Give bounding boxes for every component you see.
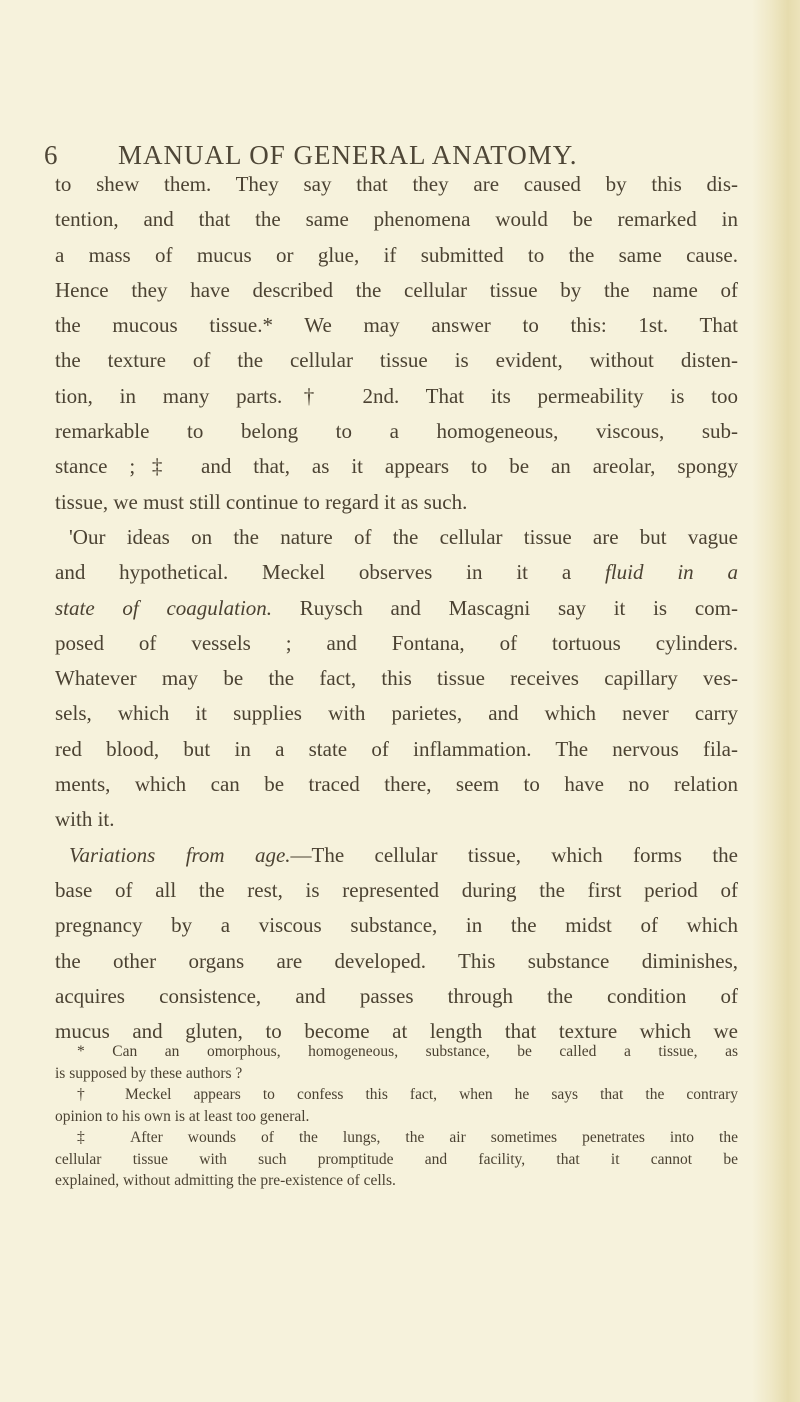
text-segment: the other organs are developed. This substance diminishes, bbox=[55, 948, 738, 973]
text-segment: sels, which it supplies with parietes, and which never carry bbox=[55, 701, 738, 726]
text-segment: a mass of mucus or glue, if submitted to the same cause. bbox=[55, 242, 738, 267]
text-line bbox=[55, 873, 738, 908]
text-line bbox=[55, 238, 738, 273]
text-segment: remarkable to belong to a homogeneous, viscous, sub- bbox=[55, 419, 738, 444]
text-line bbox=[55, 908, 738, 943]
text-line bbox=[55, 732, 738, 767]
text-line bbox=[55, 202, 738, 237]
footnotes bbox=[55, 1041, 738, 1192]
text-line bbox=[55, 308, 738, 343]
footnote-line: * Can an omorphous, homogeneous, substance, be called a tissue, as bbox=[77, 1043, 738, 1060]
footnote-line: † Meckel appears to confess this fact, when he says that the contrary bbox=[77, 1086, 738, 1103]
text-segment: the texture of the cellular tissue is evident, without disten- bbox=[55, 348, 738, 373]
text-line bbox=[55, 767, 738, 802]
text-line bbox=[55, 273, 738, 308]
text-segment: Whatever may be the fact, this tissue receives capillary ves- bbox=[55, 666, 738, 691]
text-segment: acquires consistence, and passes through the condition of bbox=[55, 983, 738, 1008]
text-segment: tention, and that the same phenomena would be remarked in bbox=[55, 207, 738, 232]
text-segment: with it. bbox=[55, 807, 115, 832]
text-segment: Ruysch and Mascagni say it is com- bbox=[272, 595, 738, 620]
text-line bbox=[55, 343, 738, 378]
footnote-line: cellular tissue with such promptitude and facility, that it cannot be bbox=[55, 1150, 738, 1168]
page-edge-shadow bbox=[752, 0, 800, 1402]
text-line bbox=[55, 167, 738, 202]
text-line bbox=[55, 661, 738, 696]
text-segment: posed of vessels ; and Fontana, of tortuous cylinders. bbox=[55, 630, 738, 655]
text-segment: pregnancy by a viscous substance, in the midst of which bbox=[55, 913, 738, 938]
text-segment: ments, which can be traced there, seem to have no relation bbox=[55, 772, 738, 797]
text-segment: red blood, but in a state of inflammation. The nervous fila- bbox=[55, 736, 738, 761]
text-segment: tissue, we must still continue to regard it as such. bbox=[55, 489, 468, 514]
text-line bbox=[55, 802, 738, 837]
italic-text: fluid in a bbox=[604, 560, 738, 585]
footnote-line: ‡ After wounds of the lungs, the air sometimes penetrates into the bbox=[77, 1129, 738, 1146]
text-line bbox=[55, 555, 738, 590]
text-line bbox=[55, 485, 738, 520]
text-segment: and hypothetical. Meckel observes in it a bbox=[55, 560, 605, 585]
text-segment: the mucous tissue.* We may answer to this: 1st. That bbox=[55, 313, 738, 338]
italic-text: state of coagulation. bbox=[55, 595, 273, 620]
text-segment: to shew them. They say that they are caused by this dis- bbox=[55, 172, 738, 196]
text-segment: tion, in many parts.† 2nd. That its permeability is too bbox=[55, 383, 738, 408]
text-line bbox=[55, 591, 738, 626]
text-line bbox=[55, 414, 738, 449]
text-segment: stance ;‡ and that, as it appears to be an areolar, spongy bbox=[55, 454, 738, 479]
text-line bbox=[55, 838, 738, 873]
text-line bbox=[55, 944, 738, 979]
text-line bbox=[55, 449, 738, 484]
footnote-line: is supposed by these authors ? bbox=[55, 1064, 243, 1082]
text-segment: 'Our ideas on the nature of the cellular tissue are but vague bbox=[69, 524, 738, 549]
body-text bbox=[55, 167, 738, 1049]
page-number: 6 bbox=[44, 140, 59, 170]
italic-text: Variations from age. bbox=[69, 842, 291, 867]
text-line bbox=[55, 379, 738, 414]
text-segment: mucus and gluten, to become at length that texture which we bbox=[55, 1019, 738, 1044]
text-segment: —The cellular tissue, which forms the bbox=[290, 842, 738, 867]
text-line bbox=[55, 696, 738, 731]
text-line bbox=[55, 626, 738, 661]
footnote-line: opinion to his own is at least too general. bbox=[55, 1107, 310, 1125]
text-line bbox=[55, 979, 738, 1014]
running-title: MANUAL OF GENERAL ANATOMY. bbox=[118, 140, 578, 170]
text-line bbox=[55, 520, 738, 555]
text-segment: Hence they have described the cellular tissue by the name of bbox=[55, 277, 738, 302]
footnote-line: explained, without admitting the pre-existence of cells. bbox=[55, 1172, 396, 1189]
text-segment: base of all the rest, is represented during the first period of bbox=[55, 877, 738, 902]
